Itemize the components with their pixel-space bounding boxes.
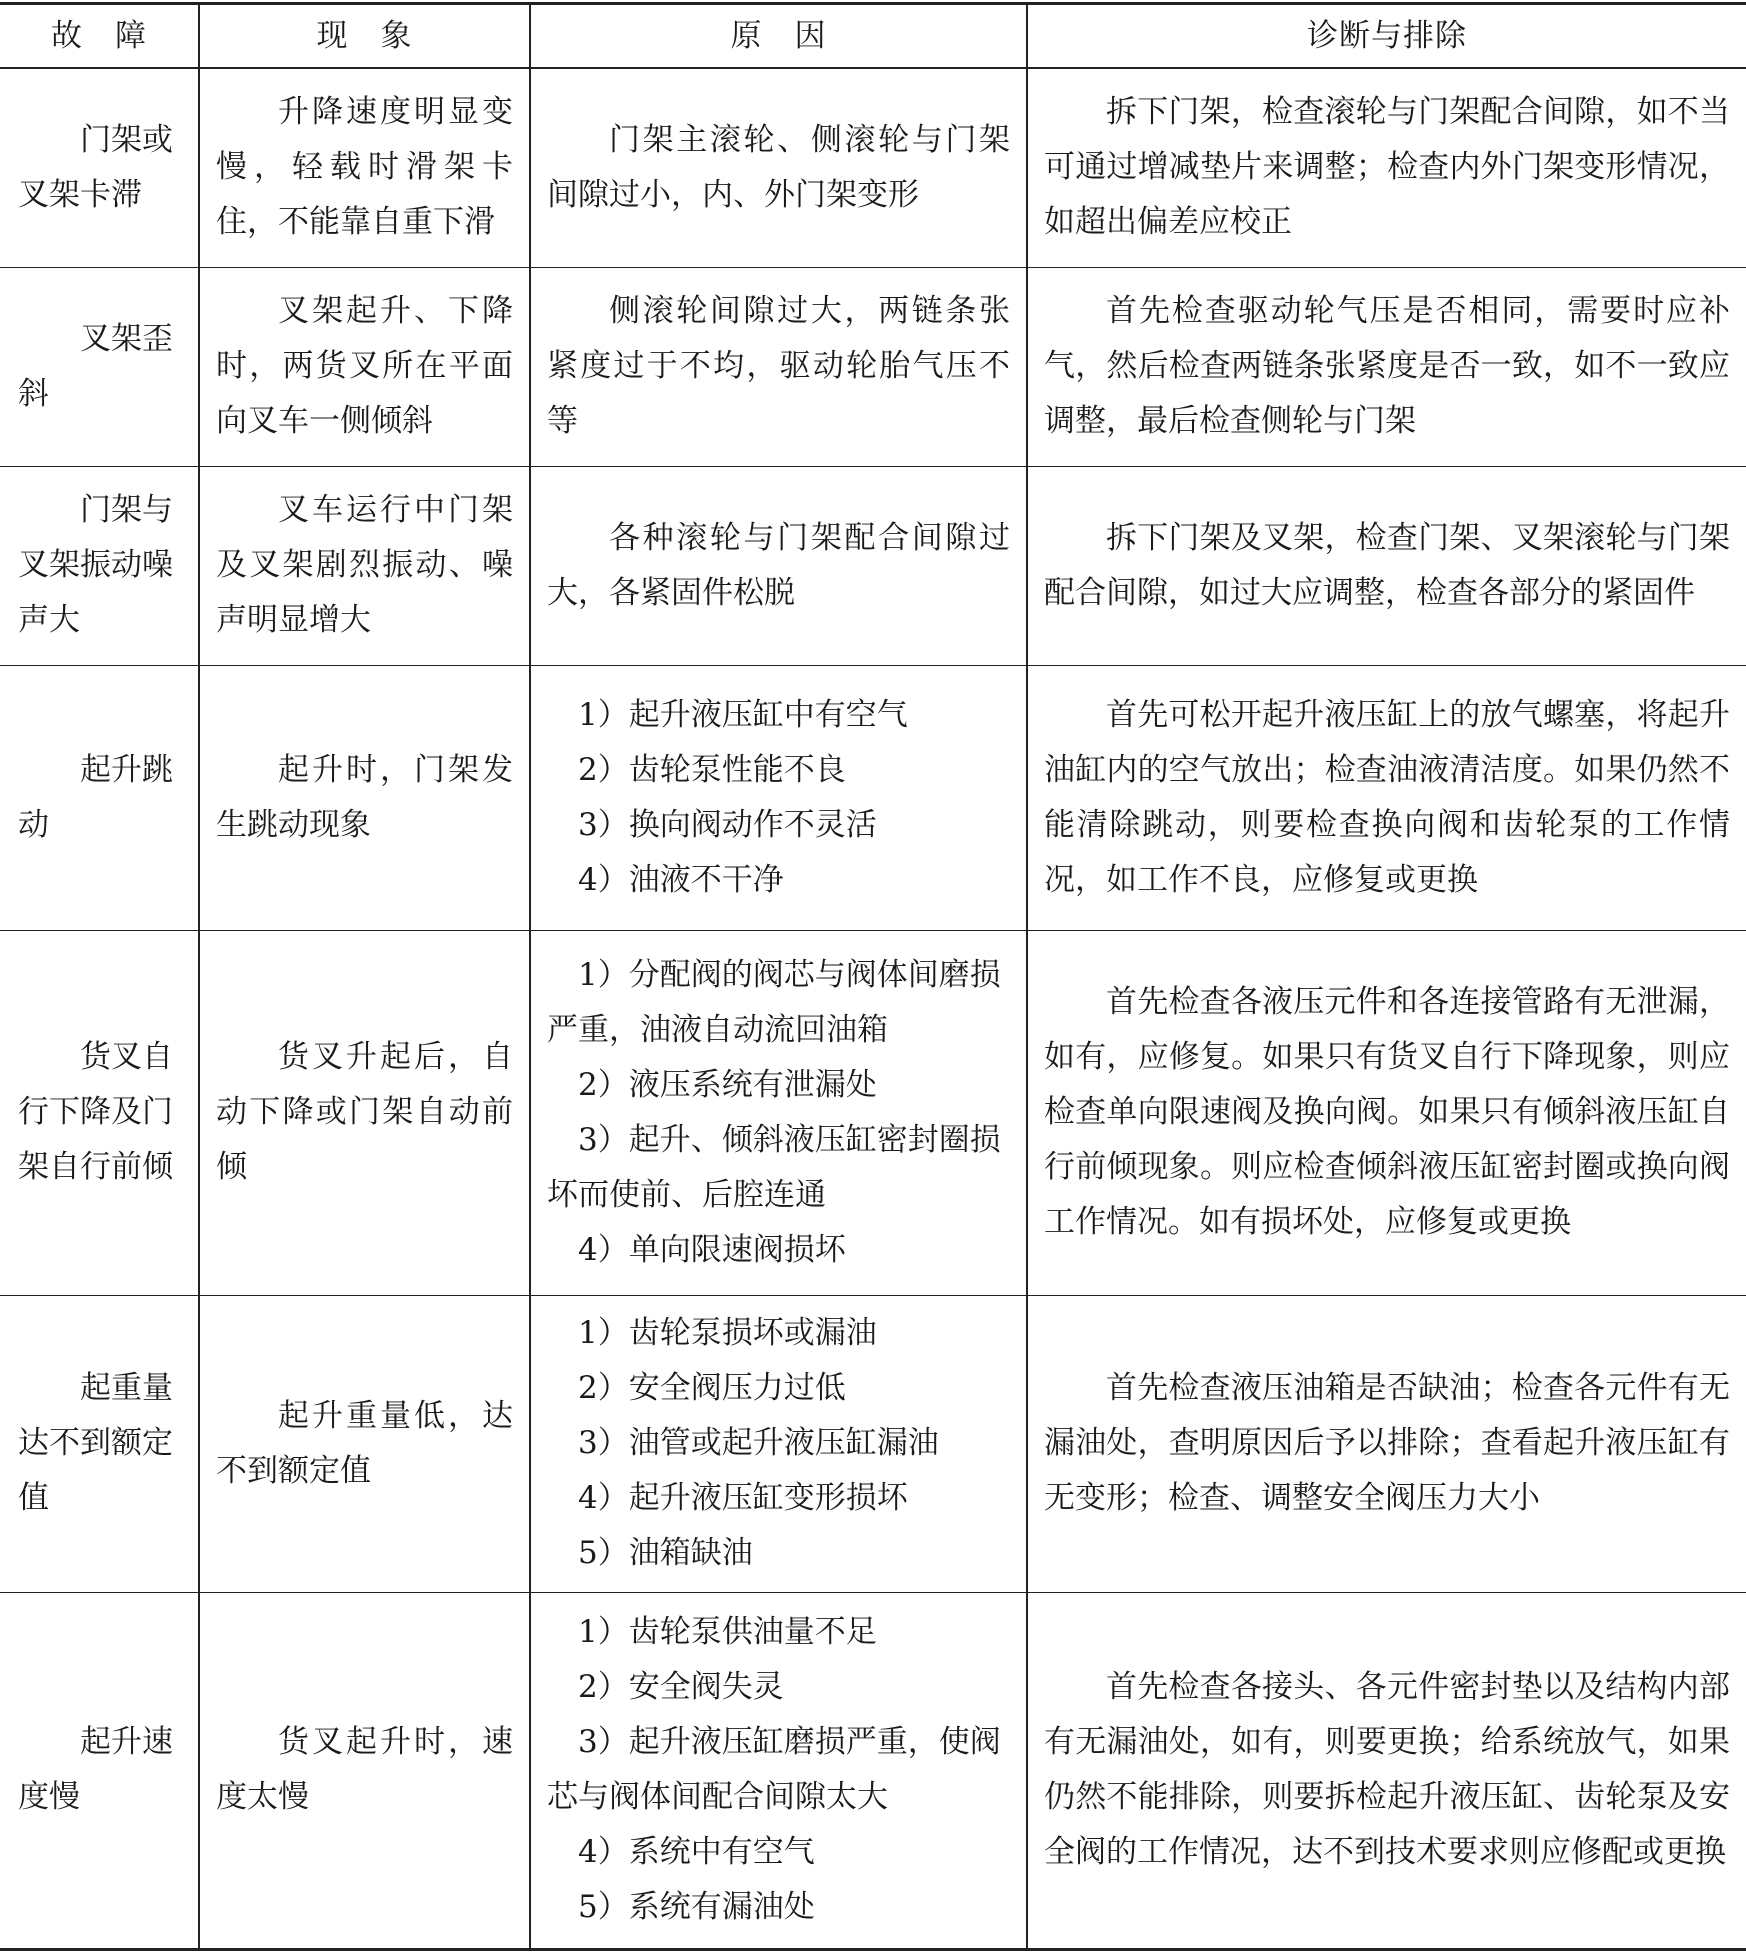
fault-cell: 门架与叉架振动噪声大: [0, 466, 199, 665]
phenomenon-cell: 起升重量低，达不到额定值: [199, 1295, 530, 1592]
table-row: [0, 267, 1746, 466]
fault-cell: 货叉自行下降及门架自行前倾: [0, 930, 199, 1295]
cause-cell: 侧滚轮间隙过大，两链条张紧度过于不均，驱动轮胎气压不等: [530, 267, 1027, 466]
header-phenomenon: 现 象: [199, 4, 530, 69]
header-cause: 原 因: [530, 4, 1027, 69]
cause-item: 5）系统有漏油处: [578, 1889, 815, 1925]
cause-item: 1）齿轮泵供油量不足: [578, 1614, 877, 1650]
table-row: [0, 1295, 1746, 1592]
diagnosis-cell: 首先可松开起升液压缸上的放气螺塞，将起升油缸内的空气放出；检查油液清洁度。如果仍然不能清除跳动，则要检查换向阀和齿轮泵的工作情况，如工作不良，应修复或更换: [1027, 665, 1746, 930]
fault-cell: 叉架歪斜: [0, 267, 199, 466]
cause-item: 4）系统中有空气: [578, 1834, 815, 1870]
table-row: [0, 68, 1746, 267]
phenomenon-cell: 叉车运行中门架及叉架剧烈振动、噪声明显增大: [199, 466, 530, 665]
fault-table: [0, 2, 1746, 1951]
table-header-row: [0, 4, 1746, 69]
cause-list: [530, 930, 1027, 1295]
cause-item: 4）起升液压缸变形损坏: [578, 1480, 908, 1516]
table-row: [0, 930, 1746, 1295]
cause-list: [530, 665, 1027, 930]
phenomenon-cell: 起升时，门架发生跳动现象: [199, 665, 530, 930]
table-row: [0, 466, 1746, 665]
fault-cell: 起重量达不到额定值: [0, 1295, 199, 1592]
cause-item: 5）油箱缺油: [578, 1535, 753, 1571]
cause-item: 4）油液不干净: [578, 861, 784, 898]
cause-cell: 门架主滚轮、侧滚轮与门架间隙过小，内、外门架变形: [530, 68, 1027, 267]
diagnosis-cell: 首先检查各接头、各元件密封垫以及结构内部有无漏油处，如有，则要更换；给系统放气，如果仍然不能排除，则要拆检起升液压缸、齿轮泵及安全阀的工作情况，达不到技术要求则应修配或更换: [1027, 1592, 1746, 1949]
phenomenon-cell: 货叉升起后，自动下降或门架自动前倾: [199, 930, 530, 1295]
diagnosis-cell: 首先检查液压油箱是否缺油；检查各元件有无漏油处，查明原因后予以排除；查看起升液压缸有无变形；检查、调整安全阀压力大小: [1027, 1295, 1746, 1592]
cause-item: 4）单向限速阀损坏: [578, 1231, 846, 1268]
cause-list: [530, 1592, 1027, 1949]
diagnosis-cell: 首先检查驱动轮气压是否相同，需要时应补气，然后检查两链条张紧度是否一致，如不一致应调整，最后检查侧轮与门架: [1027, 267, 1746, 466]
phenomenon-cell: 升降速度明显变慢，轻载时滑架卡住，不能靠自重下滑: [199, 68, 530, 267]
cause-item: 3）油管或起升液压缸漏油: [578, 1425, 939, 1461]
fault-cell: 起升跳动: [0, 665, 199, 930]
header-fault: 故 障: [0, 4, 199, 69]
cause-cell: 各种滚轮与门架配合间隙过大，各紧固件松脱: [530, 466, 1027, 665]
cause-item: 2）安全阀压力过低: [578, 1370, 846, 1406]
cause-item: 3）起升液压缸磨损严重，使阀芯与阀体间配合间隙太大: [547, 1724, 1001, 1815]
table-row: [0, 1592, 1746, 1949]
cause-item: 1）起升液压缸中有空气: [578, 696, 908, 733]
cause-item: 1）齿轮泵损坏或漏油: [578, 1315, 877, 1351]
cause-item: 1）分配阀的阀芯与阀体间磨损严重，油液自动流回油箱: [547, 956, 1001, 1048]
cause-item: 3）起升、倾斜液压缸密封圈损坏而使前、后腔连通: [547, 1121, 1001, 1213]
fault-cell: 起升速度慢: [0, 1592, 199, 1949]
fault-cell: 门架或叉架卡滞: [0, 68, 199, 267]
diagnosis-cell: 拆下门架，检查滚轮与门架配合间隙，如不当可通过增减垫片来调整；检查内外门架变形情况，如超出偏差应校正: [1027, 68, 1746, 267]
diagnosis-cell: 拆下门架及叉架，检查门架、叉架滚轮与门架配合间隙，如过大应调整，检查各部分的紧固件: [1027, 466, 1746, 665]
cause-item: 2）齿轮泵性能不良: [578, 751, 846, 788]
phenomenon-cell: 叉架起升、下降时，两货叉所在平面向叉车一侧倾斜: [199, 267, 530, 466]
phenomenon-cell: 货叉起升时，速度太慢: [199, 1592, 530, 1949]
header-diagnosis: 诊断与排除: [1027, 4, 1746, 69]
cause-list: [530, 1295, 1027, 1592]
cause-item: 3）换向阀动作不灵活: [578, 806, 877, 843]
cause-item: 2）安全阀失灵: [578, 1669, 784, 1705]
table-row: [0, 665, 1746, 930]
diagnosis-cell: 首先检查各液压元件和各连接管路有无泄漏，如有，应修复。如果只有货叉自行下降现象，则应检查单向限速阀及换向阀。如果只有倾斜液压缸自行前倾现象。则应检查倾斜液压缸密封圈或换向阀工作情况。如有损坏处，应修复或更换: [1027, 930, 1746, 1295]
cause-item: 2）液压系统有泄漏处: [578, 1066, 877, 1103]
